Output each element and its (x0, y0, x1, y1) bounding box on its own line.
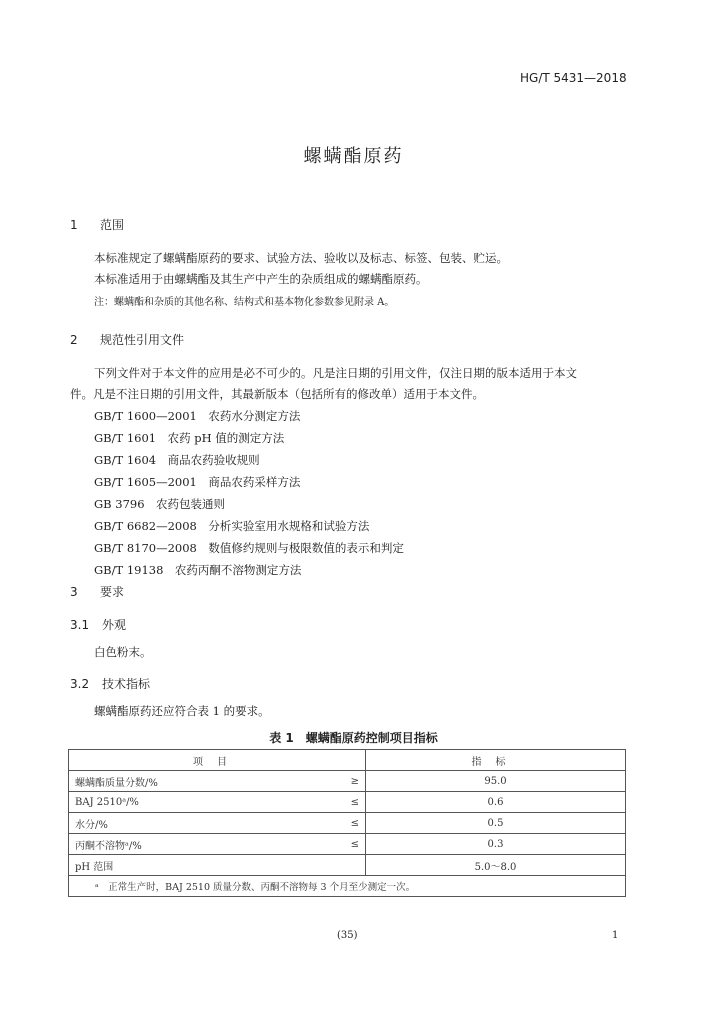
table-row (69, 813, 626, 834)
scope-paragraph-1: 本标准规定了螺螨酯原药的要求、试验方法、验收以及标志、标签、包装、贮运。 (94, 251, 508, 265)
section-3-1-heading (70, 616, 126, 633)
item-cell: pH 范围 (69, 855, 334, 876)
standard-number: HG/T 5431—2018 (520, 71, 627, 85)
reference-item: GB/T 1604 商品农药验收规则 (94, 453, 260, 467)
document-title: 螺螨酯原药 (303, 146, 404, 167)
table-header-row (69, 750, 626, 771)
spec-table (68, 749, 626, 897)
refs-intro-line-2: 件。凡是不注日期的引用文件，其最新版本（包括所有的修改单）适用于本文件。 (70, 387, 484, 401)
item-cell: BAJ 2510ᵃ/% (69, 792, 334, 813)
table-row (69, 792, 626, 813)
section-1-heading (70, 216, 124, 233)
reference-item: GB/T 8170—2008 数值修约规则与极限数值的表示和判定 (94, 541, 404, 555)
section-2-heading (70, 331, 184, 348)
item-cell: 螺螨酯质量分数/% (69, 771, 334, 792)
section-title: 技术指标 (102, 677, 151, 691)
section-3-heading (70, 583, 124, 600)
table-row (69, 855, 626, 876)
technical-text: 螺螨酯原药还应符合表 1 的要求。 (94, 704, 270, 718)
table-note-row (69, 876, 626, 897)
page-number: 1 (612, 930, 619, 941)
reference-item: GB/T 1605—2001 商品农药采样方法 (94, 475, 301, 489)
footer-center-label: (35) (337, 930, 358, 941)
value-cell: 0.5 (366, 813, 626, 834)
section-title: 范围 (100, 218, 125, 232)
symbol-cell: ≤ (333, 813, 366, 834)
section-number: 3 (70, 585, 78, 599)
reference-item: GB 3796 农药包装通则 (94, 497, 226, 511)
section-title: 外观 (102, 618, 127, 632)
symbol-cell: ≤ (333, 792, 366, 813)
item-cell: 水分/% (69, 813, 334, 834)
symbol-cell: ≤ (333, 834, 366, 855)
table-caption: 表 1 螺螨酯原药控制项目指标 (269, 731, 438, 745)
scope-paragraph-2: 本标准适用于由螺螨酯及其生产中产生的杂质组成的螺螨酯原药。 (94, 272, 428, 286)
value-cell: 95.0 (366, 771, 626, 792)
reference-item: GB/T 6682—2008 分析实验室用水规格和试验方法 (94, 519, 370, 533)
section-number: 3.1 (70, 618, 90, 632)
reference-item: GB/T 19138 农药丙酮不溶物测定方法 (94, 563, 302, 577)
reference-item: GB/T 1601 农药 pH 值的测定方法 (94, 431, 285, 445)
header-value: 指标 (366, 750, 626, 771)
section-title: 要求 (100, 585, 125, 599)
reference-item: GB/T 1600—2001 农药水分测定方法 (94, 409, 301, 423)
symbol-cell: ≥ (333, 771, 366, 792)
section-number: 3.2 (70, 677, 90, 691)
appearance-text: 白色粉末。 (94, 645, 152, 659)
section-title: 规范性引用文件 (100, 333, 185, 347)
symbol-cell (333, 855, 366, 876)
table-row (69, 771, 626, 792)
table-row (69, 834, 626, 855)
value-cell: 5.0～8.0 (366, 855, 626, 876)
value-cell: 0.3 (366, 834, 626, 855)
item-cell: 丙酮不溶物ᵃ/% (69, 834, 334, 855)
section-number: 1 (70, 218, 78, 232)
section-3-2-heading (70, 675, 150, 692)
refs-intro-line-1: 下列文件对于本文件的应用是必不可少的。凡是注日期的引用文件，仅注日期的版本适用于本文 (94, 366, 577, 380)
section-number: 2 (70, 333, 78, 347)
header-item: 项目 (69, 750, 366, 771)
value-cell: 0.6 (366, 792, 626, 813)
scope-note: 注：螺螨酯和杂质的其他名称、结构式和基本物化参数参见附录 A。 (94, 297, 395, 308)
table-footnote: ᵃ 正常生产时，BAJ 2510 质量分数、丙酮不溶物每 3 个月至少测定一次。 (69, 876, 626, 897)
